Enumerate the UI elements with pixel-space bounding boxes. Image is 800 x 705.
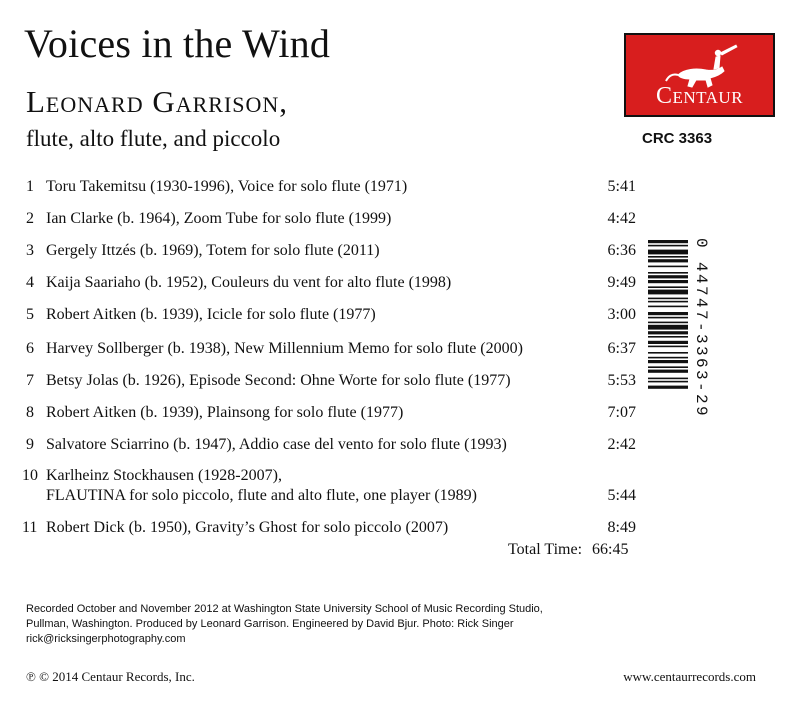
credits-line: Pullman, Washington. Produced by Leonard Garrison. Engineered by David Bjur. Photo: Rick Singer <box>26 618 514 630</box>
track-number: 1 <box>26 178 34 195</box>
track-description-line2: FLAUTINA for solo piccolo, flute and alto flute, one player (1989) <box>46 487 477 504</box>
track-description: Kaija Saariaho (b. 1952), Couleurs du vent for alto flute (1998) <box>46 274 452 291</box>
track-duration: 5:44 <box>607 487 636 504</box>
track-number: 5 <box>26 306 34 323</box>
track-number: 9 <box>26 436 34 453</box>
logo-text: Centaur <box>655 83 744 109</box>
track-description: Toru Takemitsu (1930-1996), Voice for solo flute (1971) <box>46 178 408 195</box>
track-number: 7 <box>26 372 34 389</box>
track-duration: 7:07 <box>607 404 636 421</box>
total-time-label: Total Time: <box>508 541 583 558</box>
track-duration: 8:49 <box>607 519 636 536</box>
artist-instruments: flute, alto flute, and piccolo <box>26 126 281 151</box>
copyright-notice: ℗ © 2014 Centaur Records, Inc. <box>26 669 195 684</box>
recording-credits <box>26 602 786 647</box>
barcode-digits: 0 44747-3363-29 <box>692 238 710 419</box>
track-duration: 2:42 <box>607 436 636 453</box>
track-number: 3 <box>26 242 34 259</box>
total-time-value: 66:45 <box>592 541 629 558</box>
track-number: 8 <box>26 404 34 421</box>
track-duration: 6:36 <box>607 242 636 259</box>
website-url: www.centaurrecords.com <box>623 669 756 684</box>
track-duration: 5:41 <box>607 178 636 195</box>
centaur-logo <box>624 33 775 117</box>
track-description: Gergely Ittzés (b. 1969), Totem for solo flute (2011) <box>46 242 380 259</box>
track-row-10 <box>22 466 636 506</box>
credits-line: rick@ricksingerphotography.com <box>26 633 186 645</box>
track-number: 4 <box>26 274 34 291</box>
track-description: Harvey Sollberger (b. 1938), New Millennium Memo for solo flute (2000) <box>46 340 523 357</box>
track-description: Karlheinz Stockhausen (1928-2007), <box>46 467 282 484</box>
total-time <box>508 541 628 559</box>
track-description: Robert Aitken (b. 1939), Icicle for solo flute (1977) <box>46 306 376 323</box>
track-duration: 5:53 <box>607 372 636 389</box>
track-number: 10 <box>22 467 38 484</box>
track-duration: 3:00 <box>607 306 636 323</box>
artist-name: Leonard Garrison, <box>26 84 289 119</box>
album-title: Voices in the Wind <box>24 21 331 66</box>
track-description: Salvatore Sciarrino (b. 1947), Addio case del vento for solo flute (1993) <box>46 436 507 453</box>
track-number: 11 <box>22 519 38 536</box>
track-description: Betsy Jolas (b. 1926), Episode Second: Ohne Worte for solo flute (1977) <box>46 372 511 389</box>
track-number: 2 <box>26 210 34 227</box>
track-duration: 9:49 <box>607 274 636 291</box>
track-description: Robert Dick (b. 1950), Gravity’s Ghost for solo piccolo (2007) <box>46 519 449 536</box>
credits-line: Recorded October and November 2012 at Washington State University School of Music Recording Studio, <box>26 603 543 615</box>
catalog-number: CRC 3363 <box>642 130 713 147</box>
track-duration: 6:37 <box>607 340 636 357</box>
track-number: 6 <box>26 340 34 357</box>
track-description: Ian Clarke (b. 1964), Zoom Tube for solo flute (1999) <box>46 210 392 227</box>
track-duration: 4:42 <box>607 210 636 227</box>
track-description: Robert Aitken (b. 1939), Plainsong for solo flute (1977) <box>46 404 404 421</box>
